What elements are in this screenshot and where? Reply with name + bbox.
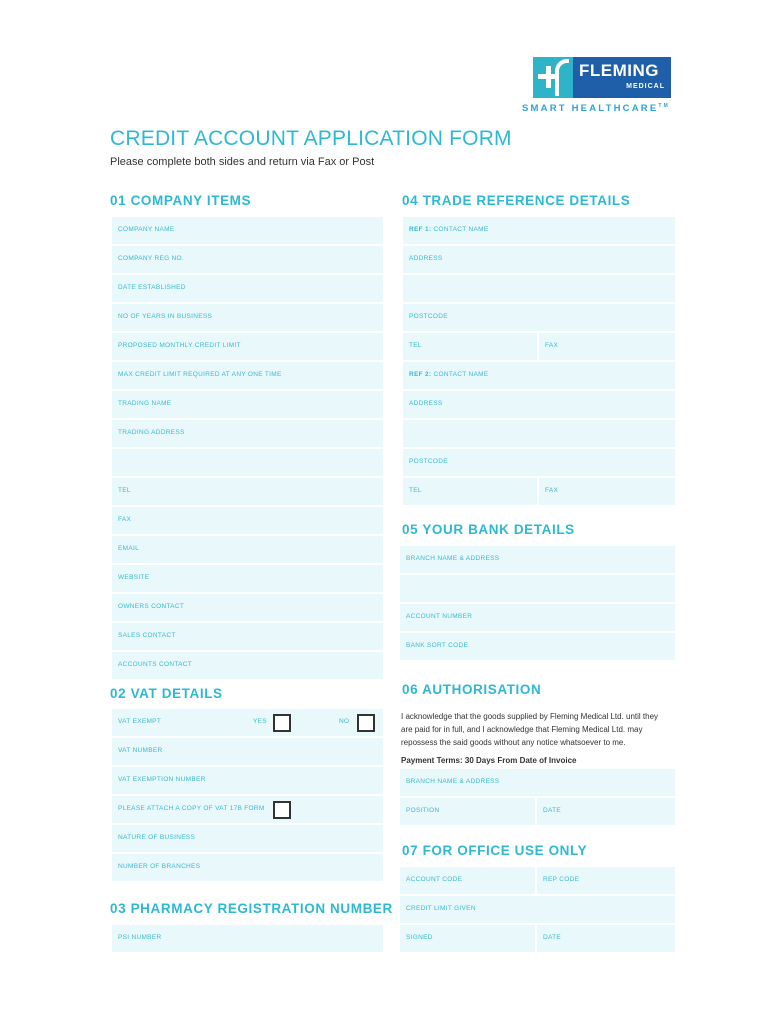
company-field-label: COMPANY NAME xyxy=(118,226,175,233)
office-date-field[interactable] xyxy=(537,925,675,952)
ref1-address-label: ADDRESS xyxy=(409,255,443,262)
vat-exempt-label: VAT EXEMPT xyxy=(118,718,162,725)
vat-exemption-number-field[interactable] xyxy=(112,767,383,794)
office-account-code-field[interactable] xyxy=(400,867,535,894)
company-field[interactable] xyxy=(112,565,383,592)
company-field-label: TRADING ADDRESS xyxy=(118,429,185,436)
trademark-mark: TM xyxy=(658,103,670,109)
company-field-label: SALES CONTACT xyxy=(118,632,176,639)
vat-number-field[interactable] xyxy=(112,738,383,765)
company-field[interactable] xyxy=(112,478,383,505)
ref1-tel-label: TEL xyxy=(409,342,422,349)
section-heading-office: 07 FOR OFFICE USE ONLY xyxy=(402,843,588,858)
number-of-branches-label: NUMBER OF BRANCHES xyxy=(118,863,201,870)
ref2-tel-label: TEL xyxy=(409,487,422,494)
company-field[interactable] xyxy=(112,217,383,244)
section-heading-bank: 05 YOUR BANK DETAILS xyxy=(402,522,575,537)
ref2-postcode-field[interactable] xyxy=(403,449,675,476)
company-field-label: NO OF YEARS IN BUSINESS xyxy=(118,313,213,320)
vat-exempt-field xyxy=(112,709,383,736)
company-field[interactable] xyxy=(112,275,383,302)
company-field-label: ACCOUNTS CONTACT xyxy=(118,661,193,668)
company-field[interactable] xyxy=(112,304,383,331)
office-date-label: DATE xyxy=(543,934,562,941)
vat-exemption-number-label: VAT EXEMPTION NUMBER xyxy=(118,776,206,783)
auth-position-field[interactable] xyxy=(400,798,535,825)
company-field-label: FAX xyxy=(118,516,132,523)
ref2-address-line2-field[interactable] xyxy=(403,420,675,447)
company-field[interactable] xyxy=(112,362,383,389)
bank-account-number-label: ACCOUNT NUMBER xyxy=(406,613,473,620)
psi-number-label: PSI NUMBER xyxy=(118,934,162,941)
company-field-label: PROPOSED MONTHLY CREDIT LIMIT xyxy=(118,342,241,349)
vat-no-label: NO xyxy=(339,718,350,725)
company-logo xyxy=(533,57,671,98)
ref1-address-field[interactable] xyxy=(403,246,675,273)
office-rep-code-label: REP CODE xyxy=(543,876,580,883)
vat-no-checkbox[interactable] xyxy=(357,714,375,732)
ref1-postcode-field[interactable] xyxy=(403,304,675,331)
ref2-contact-name-field[interactable] xyxy=(403,362,675,389)
ref1-fax-field[interactable] xyxy=(539,333,675,360)
page-title: CREDIT ACCOUNT APPLICATION FORM xyxy=(110,127,512,150)
section-heading-auth: 06 AUTHORISATION xyxy=(402,682,542,697)
company-field[interactable] xyxy=(112,507,383,534)
office-credit-limit-field[interactable] xyxy=(400,896,675,923)
company-field[interactable] xyxy=(112,594,383,621)
vat-attach-checkbox[interactable] xyxy=(273,801,291,819)
logo-sub: MEDICAL xyxy=(626,83,665,90)
auth-name-label: BRANCH NAME & ADDRESS xyxy=(406,778,500,785)
company-field[interactable] xyxy=(112,333,383,360)
payment-terms: Payment Terms: 30 Days From Date of Invoice xyxy=(401,756,577,765)
company-field-label: COMPANY REG NO. xyxy=(118,255,185,262)
section-heading-pharmacy: 03 PHARMACY REGISTRATION NUMBER xyxy=(110,901,393,916)
company-field-label: EMAIL xyxy=(118,545,140,552)
vat-attach-label: PLEASE ATTACH A COPY OF VAT 17B FORM xyxy=(118,805,265,812)
ref1-contact-name-label: REF 1: CONTACT NAME xyxy=(409,226,489,233)
ref2-fax-field[interactable] xyxy=(539,478,675,505)
company-field[interactable] xyxy=(112,536,383,563)
vat-attach-field xyxy=(112,796,383,823)
ref1-postcode-label: POSTCODE xyxy=(409,313,448,320)
company-field-label: WEBSITE xyxy=(118,574,150,581)
company-field-label: OWNERS CONTACT xyxy=(118,603,185,610)
authorisation-text: I acknowledge that the goods supplied by Fleming Medical Ltd. until they are paid for in full, and I acknowledge that Fleming Medical Ltd. may repossess the said goods without any notice whatsoever to me. xyxy=(401,712,659,747)
company-field[interactable] xyxy=(112,391,383,418)
nature-of-business-field[interactable] xyxy=(112,825,383,852)
bank-branch-line2-field[interactable] xyxy=(400,575,675,602)
company-field-label: TRADING NAME xyxy=(118,400,172,407)
ref1-fax-label: FAX xyxy=(545,342,559,349)
bank-account-number-field[interactable] xyxy=(400,604,675,631)
auth-date-field[interactable] xyxy=(537,798,675,825)
ref2-postcode-label: POSTCODE xyxy=(409,458,448,465)
office-signed-field[interactable] xyxy=(400,925,535,952)
company-field-label: MAX CREDIT LIMIT REQUIRED AT ANY ONE TIME xyxy=(118,371,282,378)
ref1-tel-field[interactable] xyxy=(403,333,537,360)
office-signed-label: SIGNED xyxy=(406,934,433,941)
auth-position-label: POSITION xyxy=(406,807,440,814)
office-credit-limit-label: CREDIT LIMIT GIVEN xyxy=(406,905,476,912)
vat-yes-checkbox[interactable] xyxy=(273,714,291,732)
ref2-tel-field[interactable] xyxy=(403,478,537,505)
ref2-contact-name-label: REF 2: CONTACT NAME xyxy=(409,371,489,378)
bank-sort-code-field[interactable] xyxy=(400,633,675,660)
bank-branch-label: BRANCH NAME & ADDRESS xyxy=(406,555,500,562)
number-of-branches-field[interactable] xyxy=(112,854,383,881)
company-field[interactable] xyxy=(112,246,383,273)
company-field[interactable] xyxy=(112,623,383,650)
section-heading-trade: 04 TRADE REFERENCE DETAILS xyxy=(402,193,631,208)
vat-yes-label: YES xyxy=(253,718,267,725)
company-field-label: TEL xyxy=(118,487,131,494)
logo-cross-icon xyxy=(533,57,573,98)
page-subtitle: Please complete both sides and return via Fax or Post xyxy=(110,156,375,168)
logo-wordmark xyxy=(573,57,671,98)
logo-brand: FLEMING xyxy=(579,61,659,80)
ref2-fax-label: FAX xyxy=(545,487,559,494)
company-field[interactable] xyxy=(112,449,383,476)
auth-name-field[interactable] xyxy=(400,769,675,796)
logo-tagline: SMART HEALTHCARE™ xyxy=(522,103,670,114)
section-heading-company: 01 COMPANY ITEMS xyxy=(110,193,252,208)
company-field[interactable] xyxy=(112,652,383,679)
vat-number-label: VAT NUMBER xyxy=(118,747,163,754)
ref1-address-line2-field[interactable] xyxy=(403,275,675,302)
company-field-label: DATE ESTABLISHED xyxy=(118,284,186,291)
nature-of-business-label: NATURE OF BUSINESS xyxy=(118,834,196,841)
auth-date-label: DATE xyxy=(543,807,562,814)
bank-branch-field[interactable] xyxy=(400,546,675,573)
office-account-code-label: ACCOUNT CODE xyxy=(406,876,463,883)
bank-sort-code-label: BANK SORT CODE xyxy=(406,642,469,649)
psi-number-field[interactable] xyxy=(112,925,383,952)
company-field[interactable] xyxy=(112,420,383,447)
ref1-contact-name-field[interactable] xyxy=(403,217,675,244)
ref2-address-field[interactable] xyxy=(403,391,675,418)
office-rep-code-field[interactable] xyxy=(537,867,675,894)
ref2-address-label: ADDRESS xyxy=(409,400,443,407)
section-heading-vat: 02 VAT DETAILS xyxy=(110,686,223,701)
